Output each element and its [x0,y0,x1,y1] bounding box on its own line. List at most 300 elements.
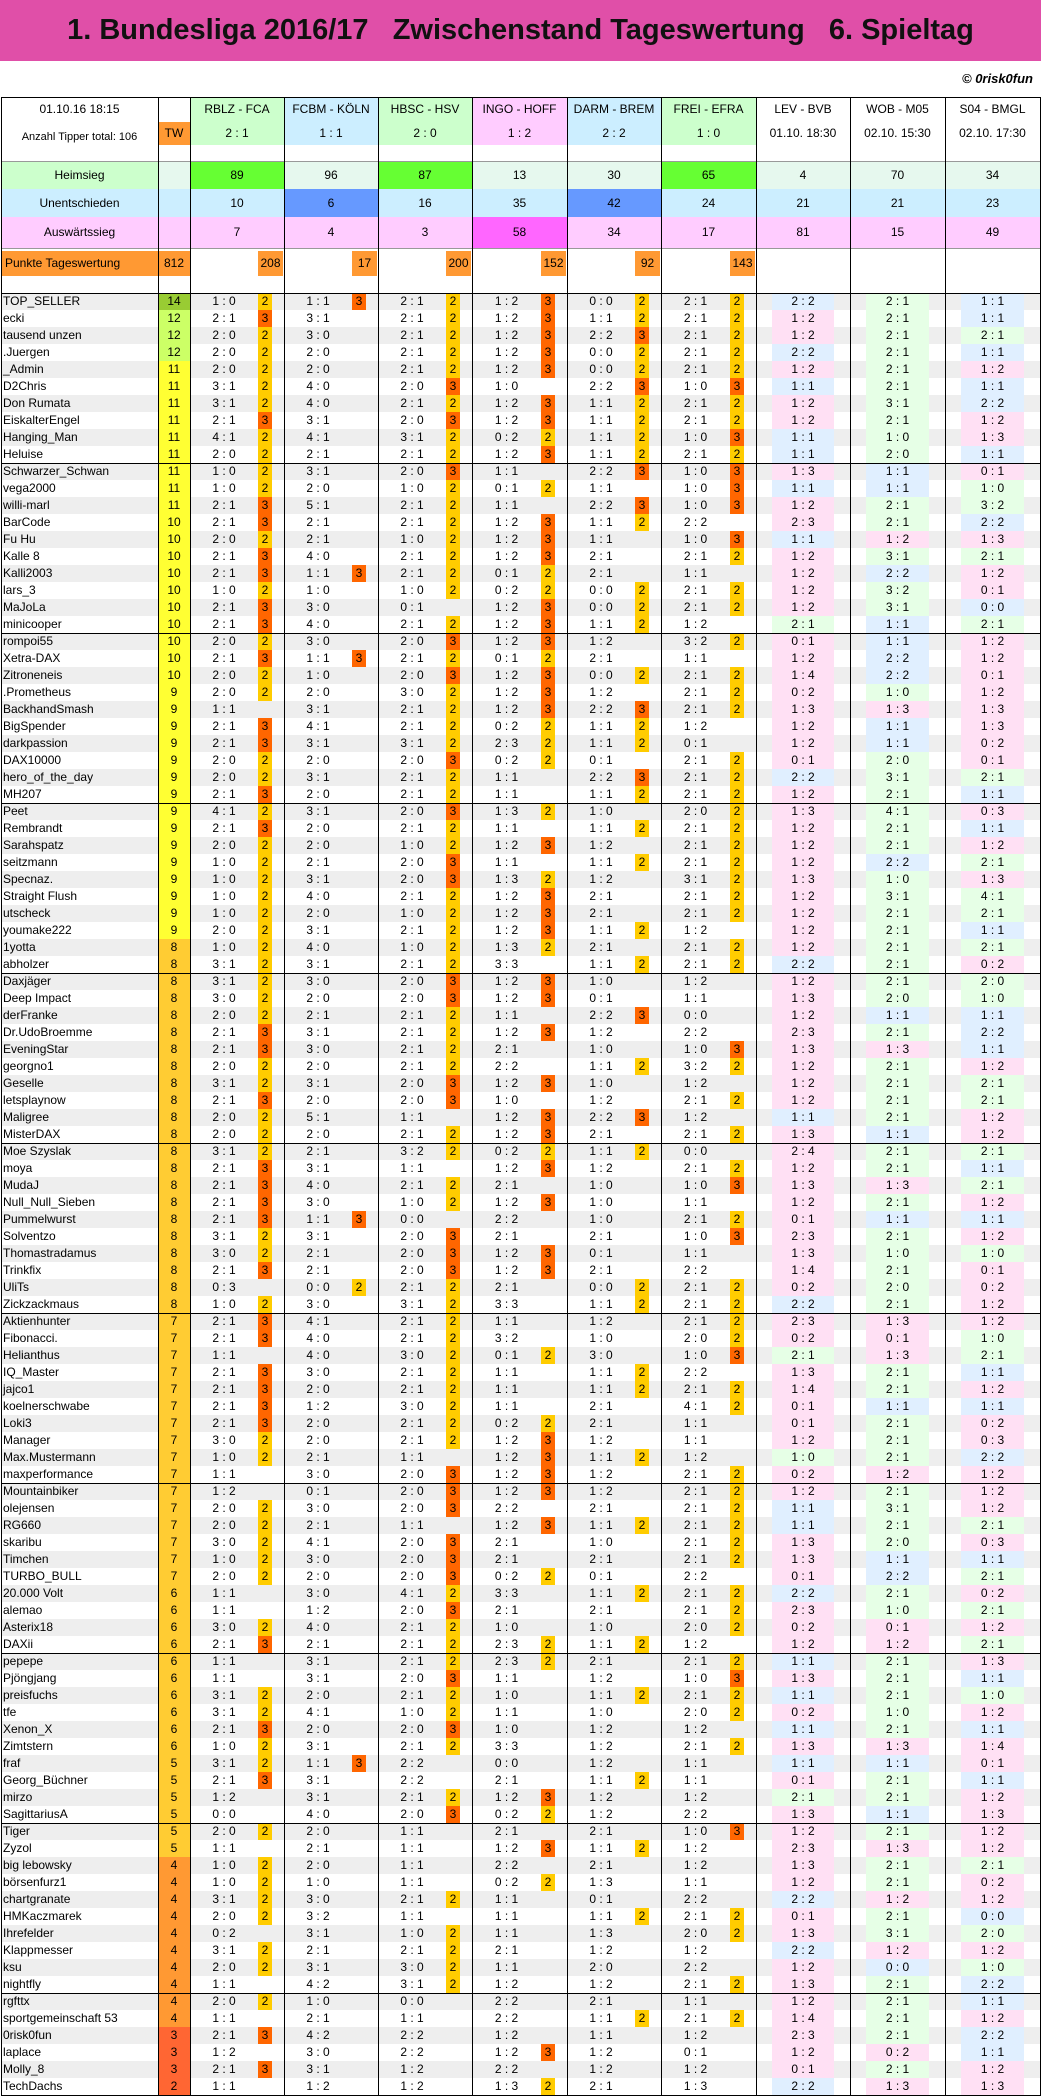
grid-line [378,97,379,2095]
heimsieg-label: Heimsieg [1,161,158,189]
open-prediction: 1 : 0 [866,429,929,446]
spacer [555,820,567,837]
prediction-points [730,1449,744,1466]
prediction-points [635,1891,649,1908]
prediction: 3 : 1 [190,1228,258,1245]
open-prediction: 2 : 1 [772,616,834,633]
player-name: Dr.UdoBroemme [1,1024,158,1041]
open-prediction: 2 : 2 [772,1942,834,1959]
grid-line [1,1993,1041,1994]
prediction: 2 : 1 [661,599,730,616]
player-name: Fu Hu [1,531,158,548]
prediction-points: 3 [352,1211,366,1228]
open-prediction: 1 : 2 [772,1959,834,1976]
open-prediction: 1 : 2 [866,1942,929,1959]
spacer [555,1296,567,1313]
spacer [649,1551,661,1568]
open-prediction: 2 : 1 [866,497,929,514]
open-prediction: 1 : 3 [772,1177,834,1194]
prediction-points: 2 [258,684,272,701]
prediction-points: 2 [446,1636,460,1653]
prediction-points [352,1109,366,1126]
open-prediction: 2 : 1 [961,769,1024,786]
spacer [460,1296,472,1313]
prediction: 2 : 1 [378,956,446,973]
prediction-points [635,1874,649,1891]
spacer [460,1636,472,1653]
spacer [555,939,567,956]
open-prediction: 0 : 1 [961,1755,1024,1772]
prediction: 2 : 1 [190,735,258,752]
prediction-points [635,1823,649,1840]
prediction: 4 : 1 [284,718,352,735]
open-prediction: 2 : 1 [866,1228,929,1245]
open-prediction: 1 : 2 [772,1993,834,2010]
spacer [366,1330,378,1347]
draw-count: 24 [661,189,756,217]
prediction: 1 : 0 [378,1704,446,1721]
spacer [366,2044,378,2061]
prediction: 1 : 1 [567,922,635,939]
match-name: LEV - BVB [756,97,850,122]
player-score: 8 [158,1194,190,1211]
match-name: DARM - BREM [567,97,661,122]
spacer [555,1517,567,1534]
grid-line [1,1823,1041,1824]
prediction-points [352,1925,366,1942]
open-prediction: 1 : 1 [772,1687,834,1704]
prediction: 1 : 2 [472,837,541,854]
prediction-points: 2 [258,1500,272,1517]
spacer [744,871,756,888]
prediction: 0 : 0 [661,1143,730,1160]
prediction: 1 : 1 [567,1143,635,1160]
open-prediction: 2 : 1 [866,1789,929,1806]
prediction: 2 : 1 [661,412,730,429]
spacer [555,1262,567,1279]
prediction-points: 2 [730,361,744,378]
spacer [744,1670,756,1687]
spacer [366,1058,378,1075]
player-score: 8 [158,1211,190,1228]
prediction-points [352,786,366,803]
open-prediction: 2 : 3 [772,1840,834,1857]
prediction: 2 : 1 [661,1126,730,1143]
prediction-points [541,2010,555,2027]
prediction: 1 : 2 [661,1075,730,1092]
open-prediction: 1 : 3 [961,1806,1024,1823]
prediction-points: 3 [352,565,366,582]
player-score: 7 [158,1500,190,1517]
spacer [649,514,661,531]
open-prediction: 1 : 2 [772,820,834,837]
spacer [649,582,661,599]
prediction-points [352,1075,366,1092]
grid-line [1,248,1041,249]
prediction: 2 : 0 [190,752,258,769]
prediction: 2 : 1 [567,888,635,905]
prediction-points [352,1551,366,1568]
spacer [366,1449,378,1466]
player-name: MudaJ [1,1177,158,1194]
open-prediction: 1 : 2 [961,1296,1024,1313]
player-score: 4 [158,1891,190,1908]
spacer [744,1058,756,1075]
prediction: 0 : 1 [284,1483,352,1500]
prediction-points: 3 [352,293,366,310]
prediction: 1 : 2 [472,633,541,650]
prediction-points [352,1942,366,1959]
open-prediction: 2 : 2 [772,2078,834,2095]
open-prediction: 1 : 1 [961,1993,1024,2010]
prediction-points [352,446,366,463]
spacer [744,1942,756,1959]
spacer [744,2010,756,2027]
prediction: 1 : 0 [567,1177,635,1194]
spacer [555,395,567,412]
spacer [460,854,472,871]
prediction: 2 : 1 [378,650,446,667]
prediction-points [730,1772,744,1789]
prediction-points: 2 [730,1160,744,1177]
spacer [366,327,378,344]
prediction-points [635,2027,649,2044]
spacer [649,1296,661,1313]
open-prediction: 2 : 0 [866,990,929,1007]
spacer [460,1772,472,1789]
prediction-points: 2 [258,1908,272,1925]
prediction-points [352,905,366,922]
open-prediction: 1 : 3 [772,871,834,888]
prediction: 3 : 3 [472,1738,541,1755]
auswaerts-label: Auswärtssieg [1,217,158,248]
spacer [460,1585,472,1602]
spacer [744,650,756,667]
spacer [649,1398,661,1415]
prediction: 2 : 1 [378,293,446,310]
prediction-points [730,1075,744,1092]
prediction: 1 : 1 [661,1755,730,1772]
open-prediction: 1 : 2 [961,1228,1024,1245]
prediction-points: 2 [730,1330,744,1347]
player-name: Null_Null_Sieben [1,1194,158,1211]
prediction: 2 : 0 [190,1126,258,1143]
spacer [744,1653,756,1670]
prediction-points: 3 [446,871,460,888]
prediction: 3 : 0 [190,1432,258,1449]
prediction: 1 : 3 [567,1925,635,1942]
prediction: 1 : 0 [567,1534,635,1551]
player-score: 10 [158,514,190,531]
prediction: 2 : 0 [378,667,446,684]
prediction: 1 : 1 [472,1959,541,1976]
prediction-points [352,1636,366,1653]
player-name: Schwarzer_Schwan [1,463,158,480]
prediction-points: 2 [730,1602,744,1619]
prediction: 2 : 1 [661,582,730,599]
spacer [649,1840,661,1857]
prediction: 2 : 1 [190,1092,258,1109]
prediction: 1 : 0 [472,1092,541,1109]
prediction-points [352,1466,366,1483]
match-name: INGO - HOFF [472,97,567,122]
player-score: 8 [158,990,190,1007]
spacer [272,1177,284,1194]
prediction-points: 3 [541,1840,555,1857]
prediction-points [352,803,366,820]
prediction: 1 : 1 [472,463,541,480]
prediction-points [352,633,366,650]
spacer [460,497,472,514]
spacer [272,1874,284,1891]
prediction: 1 : 2 [567,1092,635,1109]
spacer [649,1670,661,1687]
player-score: 9 [158,718,190,735]
spacer [366,1279,378,1296]
open-prediction: 0 : 1 [866,1330,929,1347]
prediction: 1 : 2 [472,1262,541,1279]
prediction-points [730,1721,744,1738]
prediction-points [635,1653,649,1670]
open-prediction: 1 : 3 [961,1653,1024,1670]
spacer [649,1466,661,1483]
prediction-points: 3 [730,1228,744,1245]
prediction: 3 : 1 [284,1925,352,1942]
spacer [649,973,661,990]
open-prediction: 2 : 1 [866,1058,929,1075]
spacer [460,1245,472,1262]
spacer [366,1126,378,1143]
spacer [272,1228,284,1245]
open-prediction: 1 : 1 [961,446,1024,463]
open-prediction: 3 : 1 [866,395,929,412]
tw-cell [158,189,190,217]
spacer [744,1194,756,1211]
unentschieden-label: Unentschieden [1,189,158,217]
prediction: 3 : 1 [378,1296,446,1313]
prediction: 2 : 0 [378,973,446,990]
prediction: 2 : 1 [378,1177,446,1194]
prediction: 1 : 0 [190,854,258,871]
prediction-points: 3 [541,888,555,905]
prediction-points: 3 [446,1500,460,1517]
open-prediction: 0 : 1 [772,1908,834,1925]
spacer [272,1687,284,1704]
prediction-points [352,1653,366,1670]
prediction: 2 : 0 [190,1823,258,1840]
prediction: 1 : 0 [378,480,446,497]
spacer [555,1670,567,1687]
prediction: 0 : 0 [472,1755,541,1772]
prediction: 3 : 1 [284,1959,352,1976]
prediction: 3 : 1 [284,701,352,718]
prediction: 3 : 0 [190,1619,258,1636]
prediction: 1 : 0 [567,1041,635,1058]
prediction: 2 : 0 [567,1959,635,1976]
spacer [555,1228,567,1245]
spacer [744,395,756,412]
open-prediction: 1 : 2 [961,1789,1024,1806]
spacer [460,361,472,378]
spacer [366,565,378,582]
prediction-points [635,1857,649,1874]
prediction-points: 2 [730,548,744,565]
open-prediction: 1 : 3 [866,1041,929,1058]
spacer [555,582,567,599]
prediction: 1 : 1 [567,480,635,497]
prediction: 2 : 1 [567,2078,635,2095]
open-prediction: 1 : 1 [866,633,929,650]
open-prediction: 1 : 2 [772,582,834,599]
open-prediction: 2 : 1 [866,1364,929,1381]
prediction-points: 2 [258,531,272,548]
prediction-points [635,1466,649,1483]
prediction: 2 : 0 [378,1228,446,1245]
spacer [555,854,567,871]
spacer [744,1466,756,1483]
prediction: 1 : 1 [661,1432,730,1449]
prediction: 3 : 1 [378,1976,446,1993]
prediction-points: 2 [730,310,744,327]
prediction: 1 : 2 [472,446,541,463]
spacer [555,446,567,463]
player-name: TechDachs [1,2078,158,2095]
spacer [366,1177,378,1194]
prediction: 1 : 2 [567,1024,635,1041]
prediction: 2 : 1 [567,1602,635,1619]
prediction: 2 : 1 [378,1942,446,1959]
prediction-points: 2 [730,888,744,905]
prediction: 3 : 0 [190,1245,258,1262]
open-prediction: 1 : 3 [772,1041,834,1058]
spacer [272,497,284,514]
prediction-points: 2 [730,1534,744,1551]
prediction: 1 : 2 [472,1109,541,1126]
prediction-points [541,1279,555,1296]
prediction-points: 2 [635,1381,649,1398]
prediction: 1 : 1 [567,1585,635,1602]
prediction-points [635,1551,649,1568]
prediction-points: 3 [258,2061,272,2078]
prediction-points [730,1194,744,1211]
prediction-points [352,2044,366,2061]
open-prediction: 1 : 2 [961,1466,1024,1483]
prediction: 0 : 1 [378,599,446,616]
prediction-points [635,1211,649,1228]
open-prediction: 1 : 2 [961,633,1024,650]
player-name: RG660 [1,1517,158,1534]
open-prediction: 1 : 3 [961,2078,1024,2095]
player-score: 6 [158,1619,190,1636]
spacer [460,1806,472,1823]
spacer [744,412,756,429]
spacer [460,1602,472,1619]
spacer [649,871,661,888]
prediction-points: 2 [258,1823,272,1840]
open-prediction: 1 : 3 [772,1245,834,1262]
player-name: Geselle [1,1075,158,1092]
spacer [460,1160,472,1177]
prediction: 3 : 1 [284,310,352,327]
spacer [272,1976,284,1993]
spacer [649,463,661,480]
open-prediction: 2 : 1 [961,1602,1024,1619]
prediction: 1 : 0 [472,378,541,395]
prediction: 2 : 1 [190,1721,258,1738]
prediction-points [352,1806,366,1823]
prediction: 4 : 1 [661,1398,730,1415]
open-prediction: 2 : 1 [866,1874,929,1891]
open-prediction: 0 : 2 [772,1466,834,1483]
prediction: 2 : 2 [567,701,635,718]
prediction-points [635,633,649,650]
spacer [366,1092,378,1109]
prediction-points [352,735,366,752]
spacer [649,633,661,650]
prediction-points [352,939,366,956]
open-prediction: 1 : 3 [866,1177,929,1194]
open-prediction: 0 : 2 [961,1279,1024,1296]
spacer [366,463,378,480]
prediction-points: 2 [258,446,272,463]
prediction: 1 : 1 [661,1415,730,1432]
prediction: 2 : 1 [472,1942,541,1959]
spacer [744,2027,756,2044]
prediction-points: 3 [258,497,272,514]
prediction: 1 : 2 [567,837,635,854]
spacer [649,1347,661,1364]
prediction: 0 : 1 [661,735,730,752]
open-prediction: 1 : 3 [961,531,1024,548]
open-prediction: 2 : 1 [866,344,929,361]
prediction: 2 : 1 [284,1007,352,1024]
spacer [649,820,661,837]
prediction-points [541,1925,555,1942]
prediction-points [541,1551,555,1568]
prediction-points: 2 [446,1585,460,1602]
player-score: 8 [158,1279,190,1296]
prediction: 0 : 2 [472,429,541,446]
spacer [366,1262,378,1279]
spacer [366,1347,378,1364]
prediction: 0 : 0 [567,582,635,599]
spacer [744,1738,756,1755]
prediction: 1 : 2 [472,922,541,939]
prediction: 1 : 0 [190,871,258,888]
spacer [744,548,756,565]
spacer [744,990,756,1007]
spacer [555,1823,567,1840]
prediction: 5 : 1 [284,497,352,514]
open-prediction: 1 : 1 [961,1007,1024,1024]
prediction: 1 : 3 [472,871,541,888]
spacer [460,1092,472,1109]
prediction-points [541,1534,555,1551]
prediction-points [635,1041,649,1058]
prediction: 1 : 1 [378,2010,446,2027]
prediction: 2 : 0 [284,786,352,803]
prediction-points: 2 [446,310,460,327]
prediction-points: 3 [446,990,460,1007]
prediction-points [258,1925,272,1942]
player-score: 11 [158,429,190,446]
prediction: 1 : 1 [190,2010,258,2027]
prediction-points: 2 [730,1517,744,1534]
prediction: 2 : 1 [190,2027,258,2044]
prediction: 1 : 0 [567,1075,635,1092]
prediction: 2 : 0 [378,752,446,769]
prediction-points [446,2010,460,2027]
